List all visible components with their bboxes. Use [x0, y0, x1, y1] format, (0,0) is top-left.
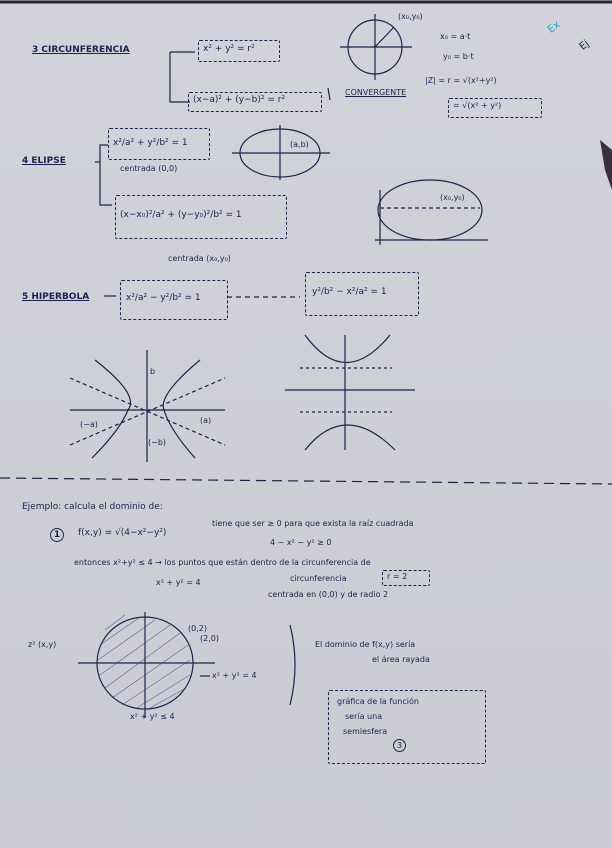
- circle-eq-general: (x−a)² + (y−b)² = r²: [193, 95, 286, 105]
- domain-text-1: El dominio de f(x,y) sería: [315, 640, 416, 649]
- hyperbola-label-b: b: [150, 367, 156, 376]
- section-ellipse-label: 4 ELIPSE: [22, 156, 66, 166]
- hyperbola-label-neg-b: (−b): [148, 438, 167, 447]
- example-condition-2: 4 − x² − y² ≥ 0: [270, 538, 332, 547]
- inside-inequality-label: x² + y² ≤ 4: [130, 712, 175, 721]
- example-step-4: centrada en (0,0) y de radio 2: [268, 590, 389, 599]
- example-step-3: circunferencia: [290, 574, 347, 583]
- domain-text-2: el área rayada: [372, 655, 430, 664]
- note-box-number: 3: [393, 739, 406, 752]
- corner-mark-1: Ex: [545, 19, 563, 36]
- circle-note-1: x₀ = a·t: [440, 32, 471, 41]
- hyperbola-label-neg-a: (−a): [80, 420, 98, 429]
- example-heading: Ejemplo: calcula el dominio de:: [22, 502, 163, 512]
- note-box-line-1: gráfica de la función: [337, 697, 419, 706]
- circle-equation-label: x² + y² = 4: [212, 671, 257, 680]
- ellipse-shifted-graph: [378, 180, 482, 240]
- example-number: 1: [50, 528, 64, 542]
- region-right-label: (2,0): [200, 634, 219, 643]
- ellipse-eq-std: x²/a² + y²/b² = 1: [113, 138, 188, 148]
- ellipse-eq-std-caption: centrada (0,0): [120, 164, 178, 173]
- example-step-1: entonces x²+y² ≤ 4 → los puntos que están dentro de la circunferencia de: [74, 558, 371, 567]
- section-circle-label: 3 CIRCUNFERENCIA: [32, 45, 130, 55]
- hyperbola-label-a: (a): [200, 416, 212, 425]
- note-box-line-2: sería una: [345, 712, 383, 721]
- circle-side-label: CONVERGENTE: [345, 88, 407, 97]
- example-step-2: x² + y² = 4: [156, 578, 201, 587]
- region-top-label: (0,2): [188, 624, 207, 633]
- radius-value: r = 2: [387, 572, 408, 581]
- circle-graph-label: (x₀,y₀): [398, 12, 423, 21]
- section-hyperbola-label: 5 HIPERBOLA: [22, 292, 90, 302]
- ellipse-eq-shift: (x−x₀)²/a² + (y−y₀)²/b² = 1: [120, 210, 242, 220]
- circle-formula: |Z| = r = √(x²+y²): [425, 76, 497, 85]
- hyperbola-eq2: y²/b² − x²/a² = 1: [312, 287, 387, 297]
- example-condition: tiene que ser ≥ 0 para que exista la raíz cuadrada: [212, 519, 414, 528]
- example-function: f(x,y) = √(4−x²−y²): [78, 528, 167, 538]
- circle-formula-2: = √(x² + y²): [453, 101, 502, 110]
- note-box-line-3: semiesfera: [343, 727, 388, 736]
- circle-note-2: y₀ = b·t: [443, 52, 474, 61]
- ellipse-graph2-label: (x₀,y₀): [440, 193, 465, 202]
- ellipse-graph-label: (a,b): [290, 140, 309, 149]
- ellipse-eq-shift-caption: centrada (x₀,y₀): [168, 254, 231, 263]
- hyperbola-eq1: x²/a² − y²/b² = 1: [126, 293, 201, 303]
- circle-eq-simple: x² + y² = r²: [203, 44, 255, 54]
- region-left-label: z² (x,y): [28, 640, 57, 649]
- corner-mark-2: Ej: [577, 38, 592, 53]
